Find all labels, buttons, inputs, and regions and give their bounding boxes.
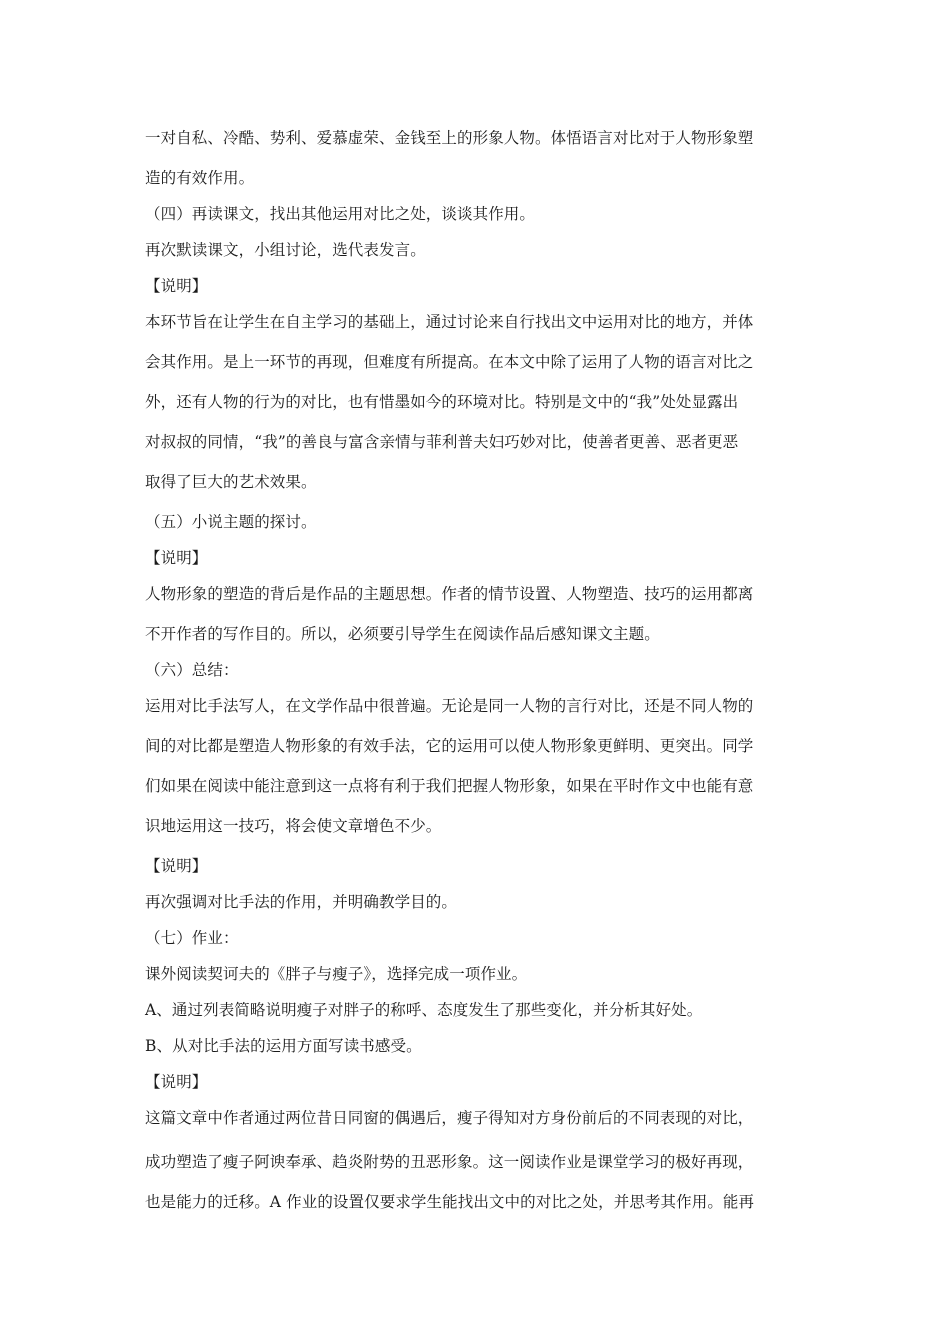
paragraph-line: 再次强调对比手法的作用，并明确教学目的。	[145, 893, 458, 911]
section-heading: （七）作业：	[145, 929, 239, 947]
paragraph-line: 本环节旨在让学生在自主学习的基础上，通过讨论来自行找出文中运用对比的地方，并体	[145, 313, 754, 331]
paragraph-line: 课外阅读契诃夫的《胖子与瘦子》，选择完成一项作业。	[145, 965, 528, 983]
note-heading: 【说明】	[145, 857, 208, 875]
note-heading: 【说明】	[145, 277, 208, 295]
paragraph-line: 造的有效作用。	[145, 169, 255, 187]
paragraph-line: 也是能力的迁移。A 作业的设置仅要求学生能找出文中的对比之处，并思考其作用。能再	[145, 1193, 755, 1211]
note-heading: 【说明】	[145, 1073, 208, 1091]
paragraph-line: 一对自私、冷酷、势利、爱慕虚荣、金钱至上的形象人物。体悟语言对比对于人物形象塑	[145, 129, 754, 147]
paragraph-line: 外，还有人物的行为的对比，也有惜墨如今的环境对比。特别是文中的“我”处处显露出	[145, 393, 739, 411]
section-heading: （五）小说主题的探讨。	[145, 513, 317, 531]
section-heading: （四）再读课文，找出其他运用对比之处，谈谈其作用。	[145, 205, 536, 223]
paragraph-line: 识地运用这一技巧，将会使文章增色不少。	[145, 817, 442, 835]
paragraph-line: 再次默读课文，小组讨论，选代表发言。	[145, 241, 426, 259]
note-heading: 【说明】	[145, 549, 208, 567]
paragraph-line: 会其作用。是上一环节的再现，但难度有所提高。在本文中除了运用了人物的语言对比之	[145, 353, 754, 371]
paragraph-line: 这篇文章中作者通过两位昔日同窗的偶遇后，瘦子得知对方身份前后的不同表现的对比，	[145, 1109, 754, 1127]
paragraph-line: B、从对比手法的运用方面写读书感受。	[145, 1037, 422, 1055]
paragraph-line: 不开作者的写作目的。所以，必须要引导学生在阅读作品后感知课文主题。	[145, 625, 660, 643]
paragraph-line: 成功塑造了瘦子阿谀奉承、趋炎附势的丑恶形象。这一阅读作业是课堂学习的极好再现，	[145, 1153, 754, 1171]
paragraph-line: 对叔叔的同情，“我”的善良与富含亲情与菲利普夫妇巧妙对比，使善者更善、恶者更恶	[145, 433, 739, 451]
section-heading: （六）总结：	[145, 661, 239, 679]
paragraph-line: A、通过列表简略说明瘦子对胖子的称呼、态度发生了那些变化，并分析其好处。	[145, 1001, 703, 1019]
paragraph-line: 人物形象的塑造的背后是作品的主题思想。作者的情节设置、人物塑造、技巧的运用都离	[145, 585, 754, 603]
paragraph-line: 们如果在阅读中能注意到这一点将有利于我们把握人物形象，如果在平时作文中也能有意	[145, 777, 754, 795]
paragraph-line: 间的对比都是塑造人物形象的有效手法，它的运用可以使人物形象更鲜明、更突出。同学	[145, 737, 754, 755]
paragraph-line: 取得了巨大的艺术效果。	[145, 473, 317, 491]
paragraph-line: 运用对比手法写人，在文学作品中很普遍。无论是同一人物的言行对比，还是不同人物的	[145, 697, 754, 715]
